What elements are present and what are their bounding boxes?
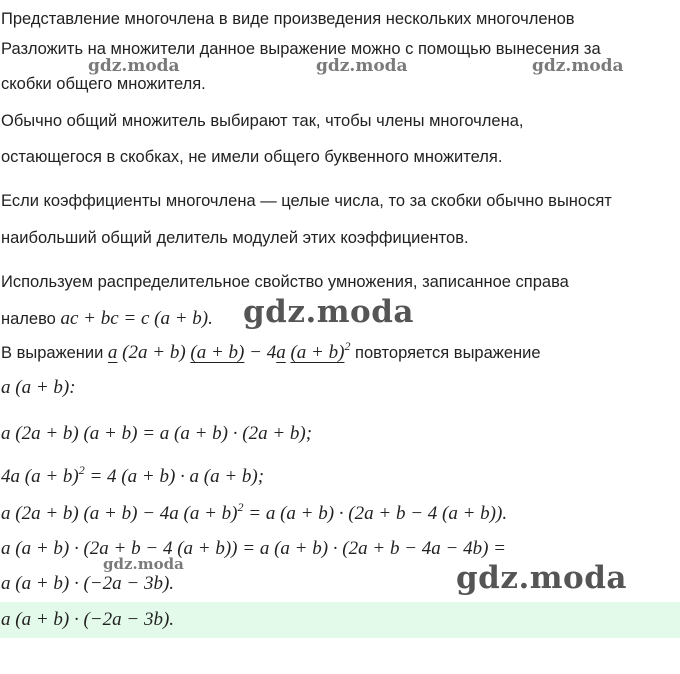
- source-expression: a (2a + b) (a + b) − 4a $(a + b)^2$: [107, 339, 351, 363]
- paragraph-1-line-2: скобки общего множителя.: [1, 75, 206, 93]
- paragraph-2-line-2: остающегося в скобках, не имели общего буквенного множителя.: [1, 148, 503, 166]
- paragraph-4-line-2: [1, 308, 213, 330]
- answer-formula: a (a + b) · (−2a − 3b).: [1, 609, 175, 630]
- step-3-formula: a (2a + b) (a + b) − 4a $(a + b)^2 = a$ (a + b) · (2a + b − 4 (a + b)).: [1, 500, 508, 524]
- section-title: Представление многочлена в виде произведения нескольких многочленов: [1, 10, 575, 28]
- watermark-large-2: gdz.moda: [456, 560, 627, 596]
- watermark-small-3: gdz.moda: [532, 56, 624, 76]
- paragraph-2-line-1: Обычно общий множитель выбирают так, чтобы члены многочлена,: [1, 112, 524, 130]
- repeated-expression: a (a + b):: [1, 377, 76, 398]
- step-2-formula: 4a $(a + b)^2 = 4$ (a + b) · a (a + b);: [1, 463, 265, 487]
- watermark-small-4: gdz.moda: [103, 555, 184, 573]
- underlined-sum-2: (a + b): [290, 342, 345, 363]
- watermark-small-1: gdz.moda: [88, 56, 180, 76]
- distributive-formula: ac + bc = c (a + b).: [60, 308, 213, 329]
- paragraph-5-prefix: В выражении: [1, 344, 104, 362]
- watermark-small-2: gdz.moda: [316, 56, 408, 76]
- paragraph-3-line-1: Если коэффициенты многочлена — целые числа, то за скобки обычно выносят: [1, 192, 612, 210]
- paragraph-3-line-2: наибольший общий делитель модулей этих коэффициентов.: [1, 229, 469, 247]
- paragraph-5: [1, 339, 541, 364]
- underlined-a-1: a: [107, 342, 118, 363]
- paragraph-4-prefix: налево: [1, 310, 56, 328]
- paragraph-4-line-1: Используем распределительное свойство умножения, записанное справа: [1, 273, 569, 291]
- step-4-formula: a (a + b) · (2a + b − 4 (a + b)) = a (a + b) · (2a + b − 4a − 4b) =: [1, 538, 506, 559]
- underlined-a-2: a: [276, 342, 286, 363]
- paragraph-5-suffix: повторяется выражение: [355, 344, 541, 362]
- step-5-formula: a (a + b) · (−2a − 3b).: [1, 573, 175, 594]
- step-1-formula: a (2a + b) (a + b) = a (a + b) · (2a + b);: [1, 423, 313, 444]
- paragraph-1-line-1: Разложить на множители данное выражение можно с помощью вынесения за: [1, 40, 601, 58]
- underlined-sum-1: (a + b): [190, 342, 245, 363]
- watermark-large-1: gdz.moda: [243, 294, 414, 330]
